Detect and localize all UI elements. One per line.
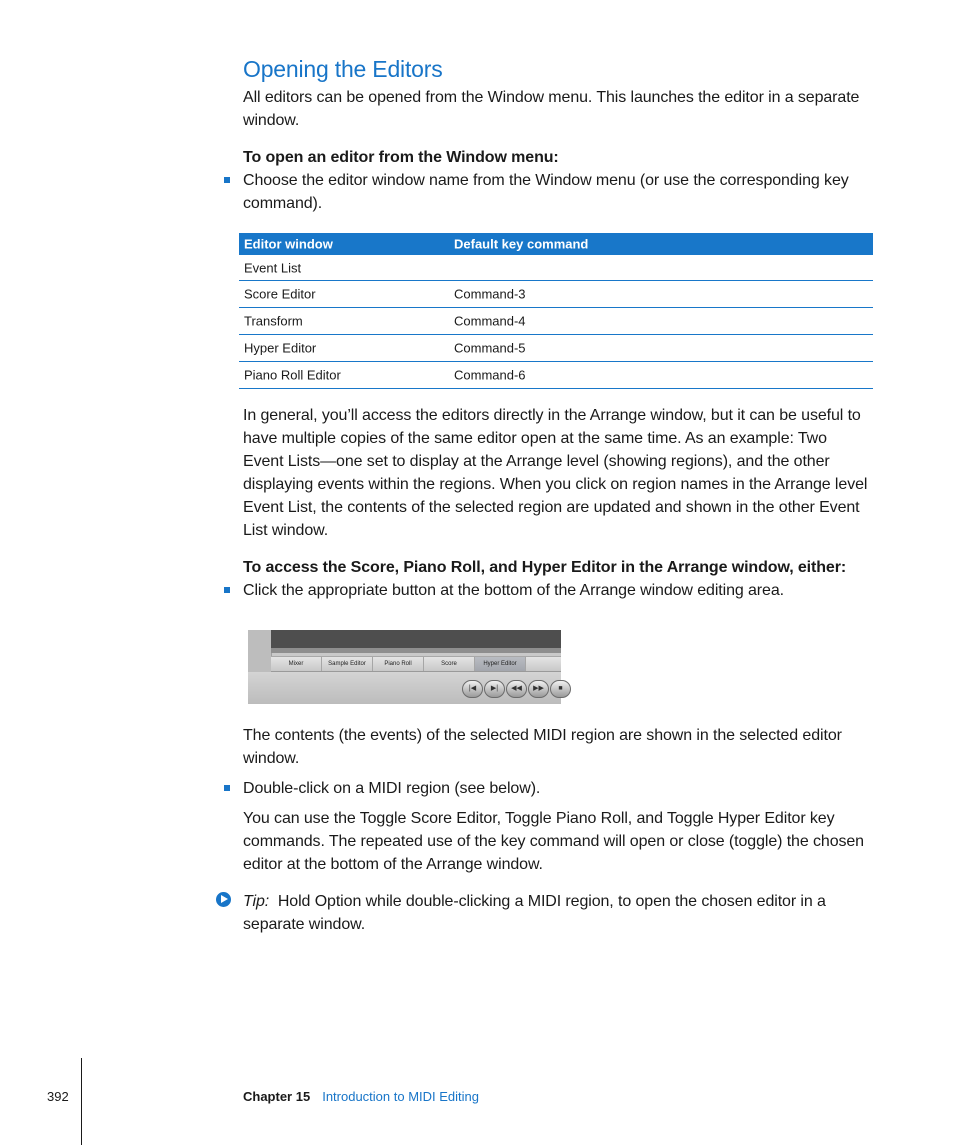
table-cell-editor: Score Editor (244, 286, 316, 302)
bullet-marker (224, 785, 230, 791)
procedure-title-arrange-window: To access the Score, Piano Roll, and Hyper Editor in the Arrange window, either: (243, 559, 847, 576)
procedure-title-window-menu: To open an editor from the Window menu: (243, 149, 559, 166)
table-row (239, 255, 873, 281)
tip-arrow-icon (216, 892, 231, 907)
procedure-step-click-button: Click the appropriate button at the bottom of the Arrange window editing area. (243, 582, 784, 599)
procedure-step-double-click: Double-click on a MIDI region (see below). (243, 780, 541, 797)
procedure-step-window-menu: Choose the editor window name from the Window menu (or use the corresponding key command). (243, 172, 849, 212)
piano-roll-button[interactable]: Piano Roll (373, 657, 424, 671)
tip-label: Tip: (243, 893, 270, 910)
chapter-title-link[interactable]: Introduction to MIDI Editing (322, 1089, 480, 1104)
table-cell-editor: Hyper Editor (244, 340, 317, 356)
arrange-area (271, 630, 561, 648)
key-command-table (239, 233, 873, 389)
table-cell-editor: Transform (244, 313, 303, 329)
table-cell-command: Command-4 (454, 313, 526, 329)
body-paragraph-toggle-commands: You can use the Toggle Score Editor, Toggle Piano Roll, and Toggle Hyper Editor key commands. The repeated use of the key command will open or close (toggle) the chosen editor at the bottom of the Arrange window. (243, 810, 864, 873)
table-cell-editor: Piano Roll Editor (244, 367, 341, 383)
play-from-selection-icon[interactable]: ▶| (484, 680, 505, 698)
footer-divider (81, 1058, 82, 1145)
footer-chapter (243, 1089, 479, 1104)
table-cell-command: Command-3 (454, 286, 526, 302)
body-paragraph-multiple-editors: In general, you’ll access the editors directly in the Arrange window, but it can be useful to have multiple copies of the same editor open at the same time. As an example: Two Event Lists—one set to display at the Arrange level (showing regions), and the other displaying events within the regions. When you click on region names in the Arrange level Event List, the contents of the selected region are updated and shown in the other Event List window. (243, 407, 868, 539)
table-row (239, 362, 873, 389)
tip-text: Hold Option while double-clicking a MIDI region, to open the chosen editor in a separate window. (243, 893, 826, 933)
hyper-editor-button[interactable]: Hyper Editor (475, 657, 526, 671)
table-header-key-command: Default key command (454, 236, 589, 252)
score-button[interactable]: Score (424, 657, 475, 671)
chapter-label: Chapter 15 (243, 1089, 311, 1104)
bullet-marker (224, 587, 230, 593)
bullet-marker (224, 177, 230, 183)
editor-button-bar (271, 656, 561, 672)
stop-icon[interactable]: ■ (550, 680, 571, 698)
arrange-window-screenshot (248, 630, 561, 704)
table-row (239, 281, 873, 308)
table-cell-command: Command-5 (454, 340, 526, 356)
intro-paragraph: All editors can be opened from the Window menu. This launches the editor in a separate window. (243, 89, 860, 129)
table-header (239, 233, 873, 255)
tip-paragraph (243, 890, 871, 936)
track-list-edge (248, 630, 272, 672)
scroll-bar (271, 648, 561, 653)
mixer-button[interactable]: Mixer (271, 657, 322, 671)
rewind-icon[interactable]: ◀◀ (506, 680, 527, 698)
rewind-to-start-icon[interactable]: |◀ (462, 680, 483, 698)
table-cell-command: Command-6 (454, 367, 526, 383)
section-heading: Opening the Editors (243, 56, 443, 82)
sample-editor-button[interactable]: Sample Editor (322, 657, 373, 671)
fast-forward-icon[interactable]: ▶▶ (528, 680, 549, 698)
table-row (239, 335, 873, 362)
table-row (239, 308, 873, 335)
body-paragraph-selected-editor: The contents (the events) of the selected MIDI region are shown in the selected editor window. (243, 727, 842, 767)
page-number: 392 (47, 1089, 69, 1104)
table-header-editor-window: Editor window (244, 236, 333, 252)
table-cell-editor: Event List (244, 260, 302, 275)
